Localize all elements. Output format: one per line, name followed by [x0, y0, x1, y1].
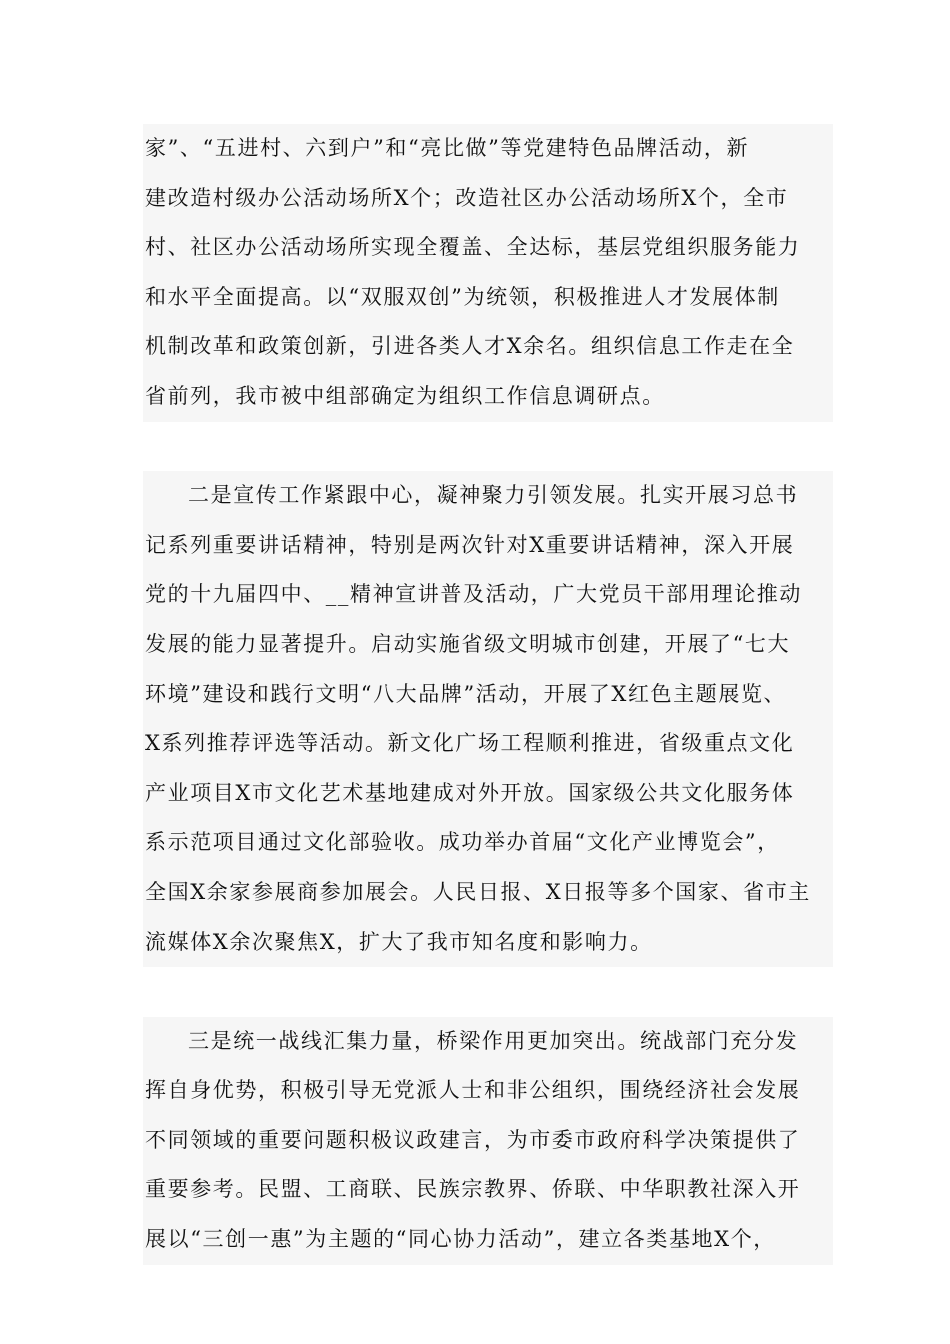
- text-line: 和水平全面提高。以“双服双创”为统领，积极推进人才发展体制: [145, 284, 780, 309]
- paragraph-gap: [0, 967, 950, 1017]
- text-line: 挥自身优势，积极引导无党派人士和非公组织，围绕经济社会发展: [145, 1078, 801, 1103]
- text-line: 发展的能力显著提升。启动实施省级文明城市创建，开展了“七大: [145, 631, 791, 656]
- text-line: 系示范项目通过文化部验收。成功举办首届“文化产业博览会”，: [145, 830, 780, 855]
- body-text: [143, 124, 833, 1265]
- text-line: 省前列，我市被中组部确定为组织工作信息调研点。: [145, 383, 665, 408]
- text-line: 产业项目X市文化艺术基地建成对外开放。国家级公共文化服务体: [145, 780, 795, 805]
- text-line: 全国X余家参展商参加展会。人民日报、X日报等多个国家、省市主: [145, 879, 811, 904]
- text-line: 党的十九届四中、__精神宣讲普及活动，广大党员干部用理论推动: [145, 582, 802, 607]
- text-line: 二是宣传工作紧跟中心，凝神聚力引领发展。扎实开展习总书: [188, 483, 799, 508]
- text-line: 环境”建设和践行文明“八大品牌”活动，开展了X红色主题展览、: [145, 681, 787, 706]
- text-line: 展以“三创一惠”为主题的“同心协力活动”，建立各类基地X个，: [145, 1227, 776, 1252]
- text-line: 三是统一战线汇集力量，桥梁作用更加突出。统战部门充分发: [188, 1028, 799, 1053]
- text-line: 流媒体X余次聚焦X，扩大了我市知名度和影响力。: [145, 929, 653, 954]
- text-line: X系列推荐评选等活动。新文化广场工程顺利推进，省级重点文化: [145, 731, 795, 756]
- text-line: 村、社区办公活动场所实现全覆盖、全达标，基层党组织服务能力: [145, 235, 801, 260]
- paragraph-gap: [0, 422, 950, 472]
- text-line: 家”、“五进村、六到户”和“亮比做”等党建特色品牌活动，新: [145, 136, 750, 160]
- text-line: 机制改革和政策创新，引进各类人才X余名。组织信息工作走在全: [145, 334, 795, 359]
- text-line: 建改造村级办公活动场所X个；改造社区办公活动场所X个，全市: [145, 185, 789, 210]
- text-line: 记系列重要讲话精神，特别是两次针对X重要讲话精神，深入开展: [145, 532, 795, 557]
- text-line: 不同领域的重要问题积极议政建言，为市委市政府科学决策提供了: [145, 1127, 801, 1152]
- text-line: 重要参考。民盟、工商联、民族宗教界、侨联、中华职教社深入开: [145, 1177, 801, 1202]
